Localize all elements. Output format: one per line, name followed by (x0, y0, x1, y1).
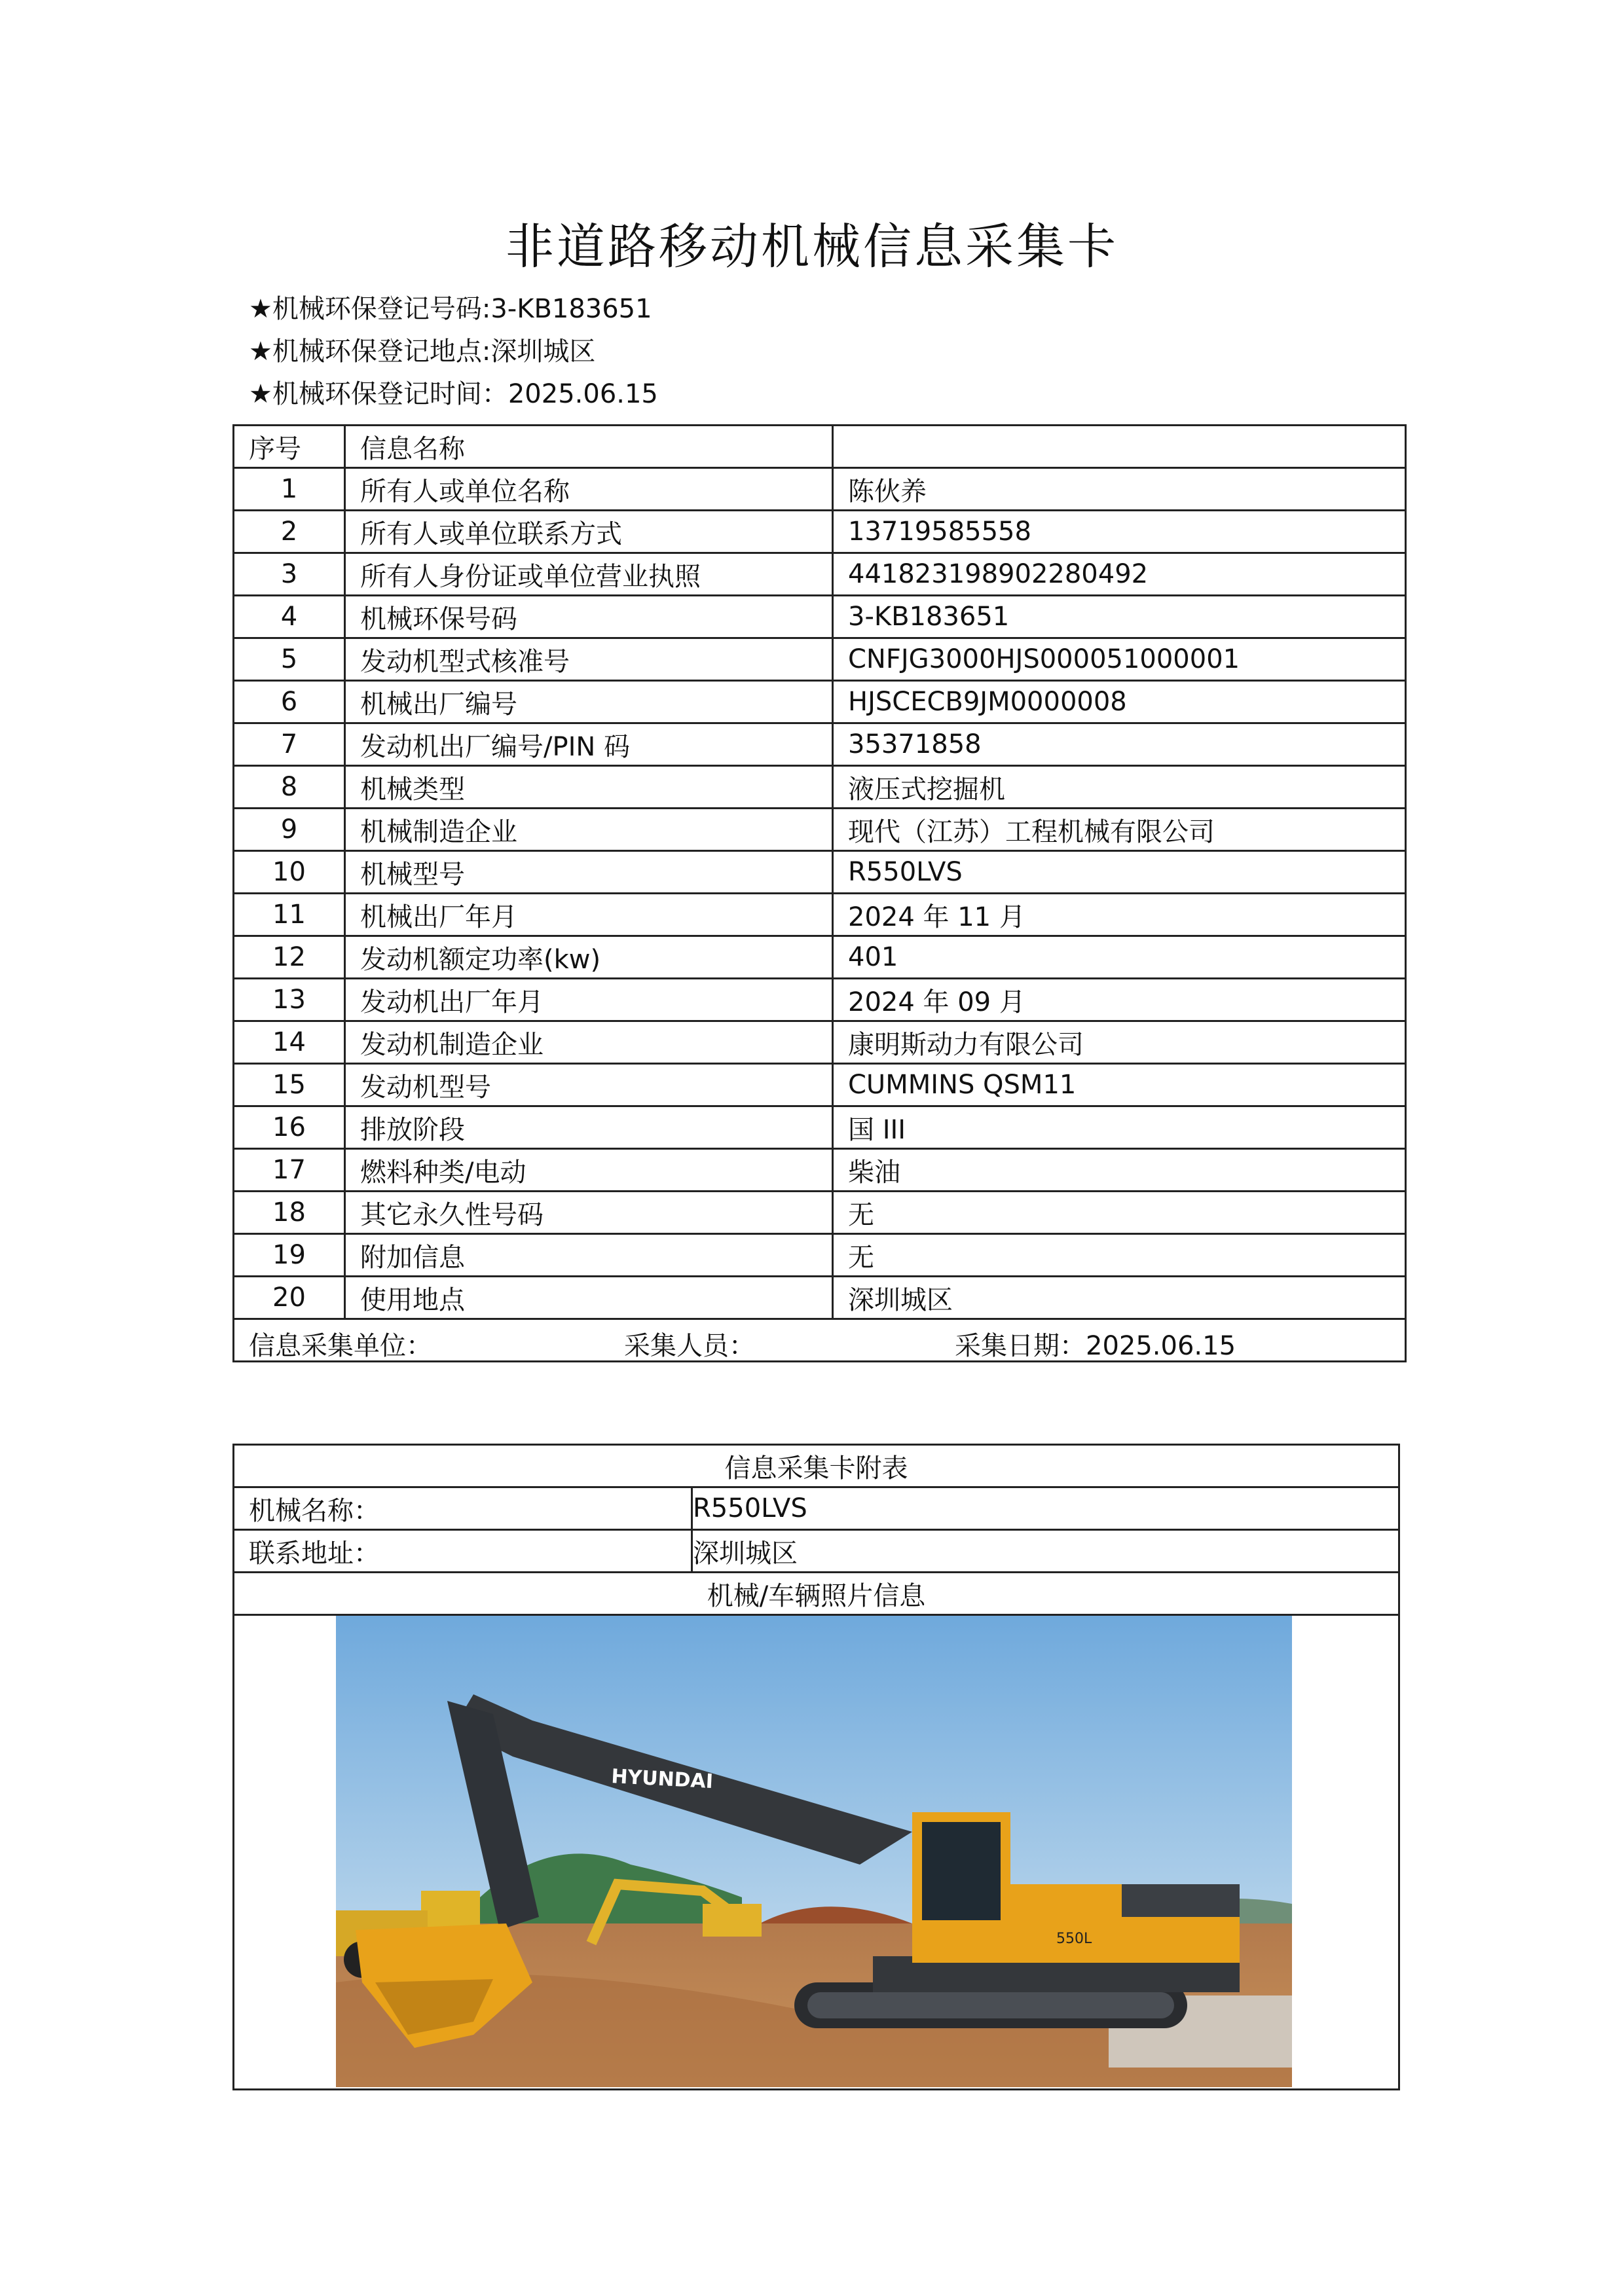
info-table (232, 424, 1407, 1362)
row-value: 柴油 (833, 1149, 1406, 1192)
row-value: 陈伙养 (833, 468, 1406, 511)
row-name: 机械环保号码 (345, 596, 833, 638)
row-no: 2 (234, 511, 345, 553)
row-name: 排放阶段 (345, 1106, 833, 1149)
row-value: CNFJG3000HJS000051000001 (833, 638, 1406, 681)
row-no: 7 (234, 723, 345, 766)
row-value: 康明斯动力有限公司 (833, 1021, 1406, 1064)
table-row (234, 723, 1406, 766)
row-value: 无 (833, 1192, 1406, 1234)
row-name: 发动机额定功率(kw) (345, 936, 833, 979)
row-name: 发动机出厂编号/PIN 码 (345, 723, 833, 766)
row-name: 使用地点 (345, 1277, 833, 1319)
attachment-table (232, 1444, 1400, 2090)
table-row (234, 979, 1406, 1021)
registration-location: ★机械环保登记地点:深圳城区 (249, 337, 596, 367)
table-row (234, 511, 1406, 553)
row-no: 18 (234, 1192, 345, 1234)
row-no: 3 (234, 553, 345, 596)
address-value: 深圳城区 (692, 1530, 1399, 1573)
row-name: 所有人或单位联系方式 (345, 511, 833, 553)
row-value: HJSCECB9JM0000008 (833, 681, 1406, 723)
row-no: 20 (234, 1277, 345, 1319)
row-value: 441823198902280492 (833, 553, 1406, 596)
collection-unit: 信息采集单位： (249, 1331, 432, 1361)
row-no: 12 (234, 936, 345, 979)
registration-date: ★机械环保登记时间：2025.06.15 (249, 379, 658, 409)
excavator-photo (336, 1616, 1292, 2087)
table-row (234, 894, 1406, 936)
table-row (234, 468, 1406, 511)
registration-number: ★机械环保登记号码:3-KB183651 (249, 294, 652, 324)
machine-name-label: 机械名称： (234, 1487, 692, 1530)
row-value: 国 III (833, 1106, 1406, 1149)
header-value (833, 426, 1406, 468)
row-name: 所有人或单位名称 (345, 468, 833, 511)
row-value: 无 (833, 1234, 1406, 1277)
row-name: 发动机制造企业 (345, 1021, 833, 1064)
row-no: 11 (234, 894, 345, 936)
row-no: 5 (234, 638, 345, 681)
star-icon: ★ (249, 294, 272, 324)
row-value: 液压式挖掘机 (833, 766, 1406, 809)
row-value: 3-KB183651 (833, 596, 1406, 638)
table-row (234, 766, 1406, 809)
table-row (234, 1149, 1406, 1192)
table-row (234, 681, 1406, 723)
header-no: 序号 (234, 426, 345, 468)
table-row (234, 1234, 1406, 1277)
table-row (234, 1021, 1406, 1064)
machine-name-value: R550LVS (692, 1487, 1399, 1530)
star-icon: ★ (249, 337, 272, 367)
row-no: 17 (234, 1149, 345, 1192)
row-name: 机械型号 (345, 851, 833, 894)
row-no: 19 (234, 1234, 345, 1277)
row-name: 机械出厂编号 (345, 681, 833, 723)
row-name: 发动机型号 (345, 1064, 833, 1106)
row-name: 机械出厂年月 (345, 894, 833, 936)
row-no: 15 (234, 1064, 345, 1106)
row-value: 深圳城区 (833, 1277, 1406, 1319)
row-no: 9 (234, 809, 345, 851)
table-header-row (234, 426, 1406, 468)
row-value: 401 (833, 936, 1406, 979)
row-no: 10 (234, 851, 345, 894)
table-row (234, 553, 1406, 596)
table-row (234, 936, 1406, 979)
row-name: 发动机型式核准号 (345, 638, 833, 681)
row-name: 机械类型 (345, 766, 833, 809)
row-name: 所有人身份证或单位营业执照 (345, 553, 833, 596)
header-name: 信息名称 (345, 426, 833, 468)
row-name: 发动机出厂年月 (345, 979, 833, 1021)
row-no: 4 (234, 596, 345, 638)
row-value: 2024 年 09 月 (833, 979, 1406, 1021)
collection-date: 采集日期：2025.06.15 (955, 1331, 1236, 1361)
row-name: 燃料种类/电动 (345, 1149, 833, 1192)
row-name: 其它永久性号码 (345, 1192, 833, 1234)
model-label: 550L (1056, 1931, 1092, 1947)
row-value: 13719585558 (833, 511, 1406, 553)
table-row (234, 1106, 1406, 1149)
table-row (234, 851, 1406, 894)
page-title: 非道路移动机械信息采集卡 (506, 219, 1118, 275)
row-no: 14 (234, 1021, 345, 1064)
row-no: 16 (234, 1106, 345, 1149)
table-row (234, 596, 1406, 638)
row-no: 1 (234, 468, 345, 511)
row-no: 8 (234, 766, 345, 809)
row-value: 2024 年 11 月 (833, 894, 1406, 936)
attachment-title: 信息采集卡附表 (234, 1445, 1399, 1487)
row-value: CUMMINS QSM11 (833, 1064, 1406, 1106)
row-value: R550LVS (833, 851, 1406, 894)
brand-label: HYUNDAI (610, 1765, 714, 1794)
address-label: 联系地址： (234, 1530, 692, 1573)
row-name: 附加信息 (345, 1234, 833, 1277)
row-name: 机械制造企业 (345, 809, 833, 851)
collector: 采集人员： (624, 1331, 755, 1361)
row-no: 6 (234, 681, 345, 723)
row-no: 13 (234, 979, 345, 1021)
table-row (234, 1192, 1406, 1234)
table-row (234, 638, 1406, 681)
row-value: 现代（江苏）工程机械有限公司 (833, 809, 1406, 851)
table-row (234, 809, 1406, 851)
table-row (234, 1064, 1406, 1106)
table-footer-row (234, 1319, 1406, 1362)
row-value: 35371858 (833, 723, 1406, 766)
star-icon: ★ (249, 379, 272, 409)
photo-section-title: 机械/车辆照片信息 (234, 1573, 1399, 1615)
table-row (234, 1277, 1406, 1319)
